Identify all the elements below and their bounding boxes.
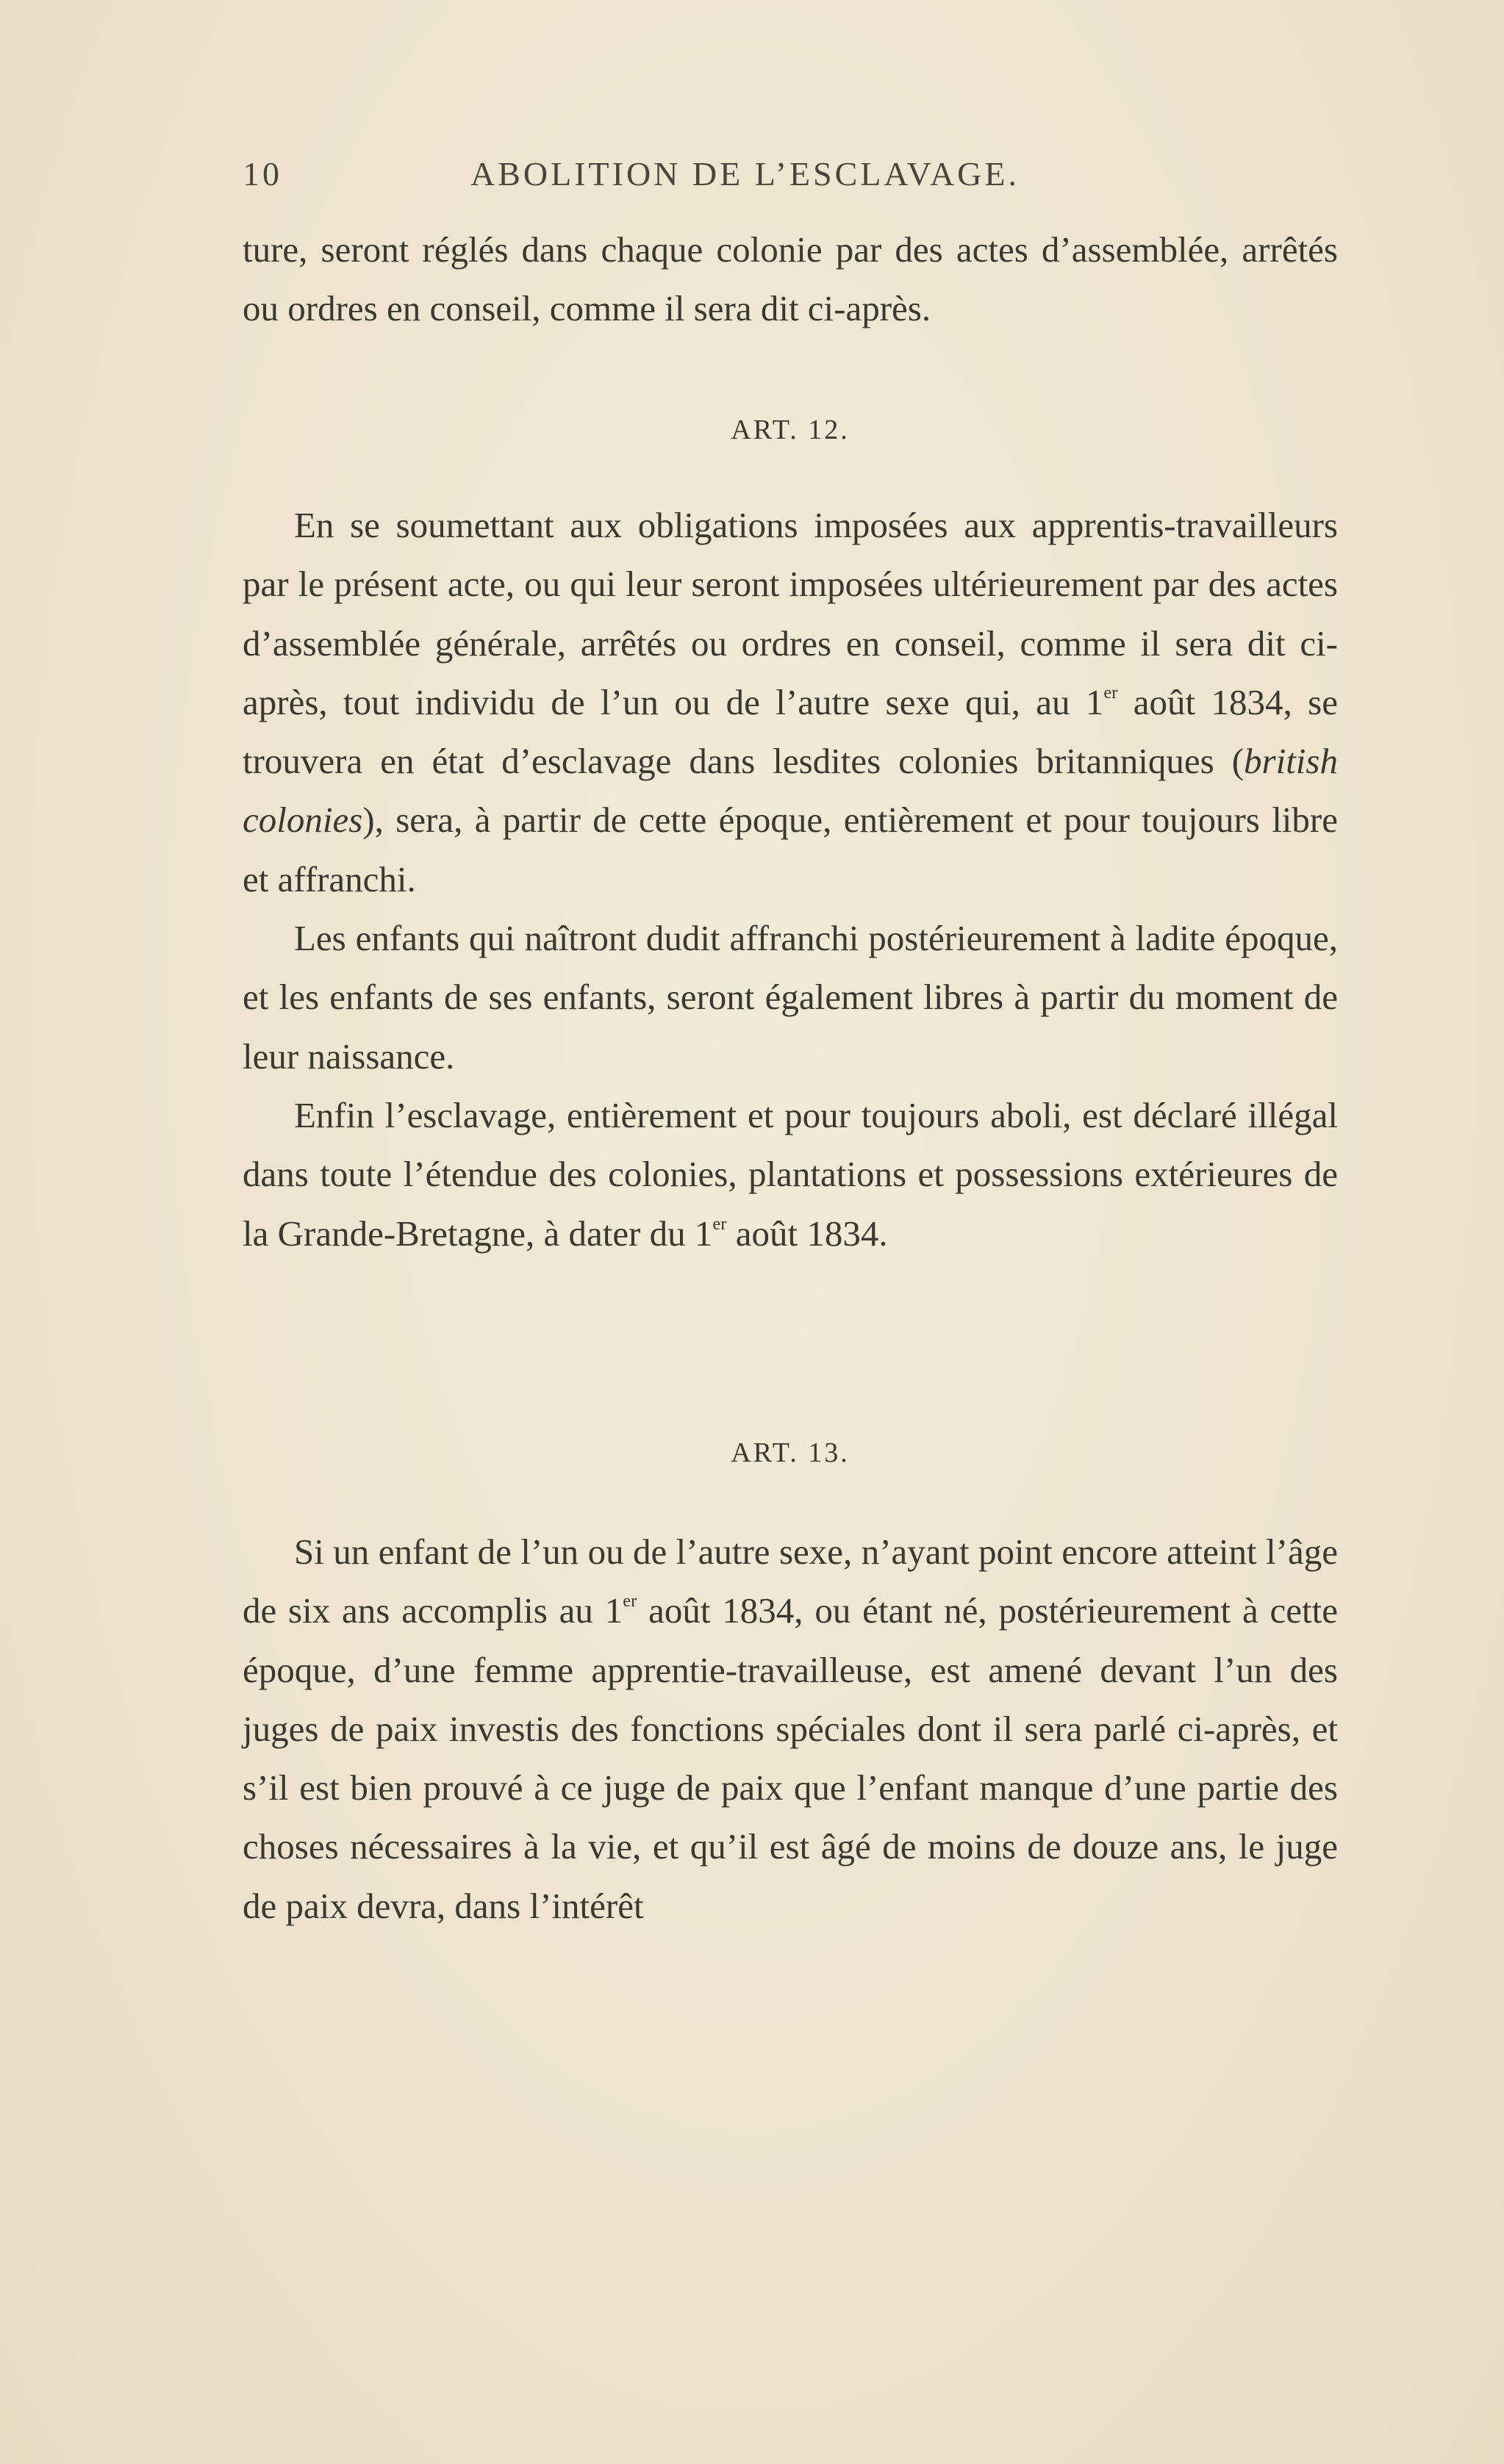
article-12-p1-text-b: août 1834, se trouvera en état d’esclavage dans lesdites colonies britanniques ( bbox=[243, 681, 1338, 782]
continuation-paragraph: ture, seront réglés dans chaque colonie par des actes d’assemblée, arrêtés ou ordres en conseil, comme il sera dit ci-après. bbox=[243, 229, 1338, 329]
article-12-p1-sup: er bbox=[1103, 682, 1118, 703]
continuation-block bbox=[243, 220, 1338, 339]
article-12-p1-text-c: ), sera, à partir de cette époque, entièrement et pour toujours libre et affranchi. bbox=[243, 800, 1338, 899]
article-13-paragraph-1 bbox=[243, 1523, 1338, 1936]
page-number: 10 bbox=[243, 155, 282, 193]
article-12-p3-text-a: Enfin l’esclavage, entièrement et pour toujours aboli, est déclaré illégal dans toute l’étendue des colonies, plantations et possessions extérieures de la Grande-Bretagne, à dater du 1 bbox=[243, 1094, 1338, 1254]
article-12-paragraph-2: Les enfants qui naîtront dudit affranchi postérieurement à ladite époque, et les enfants de ses enfants, seront également libres à partir du moment de leur naissance. bbox=[243, 918, 1338, 1077]
page-header bbox=[243, 154, 1345, 206]
article-13-p1-text-b: août 1834, ou étant né, postérieurement à cette époque, d’une femme apprentie-travailleuse, est amené devant l’un des juges de paix investis des fonctions spéciales dont il sera parlé ci-après, et s’il est bien prouvé à ce juge de paix que l’enfant manque d’une partie des choses nécessaires à la vie, et qu’il est âgé de moins de douze ans, le juge de paix devra, dans l’intérêt bbox=[243, 1590, 1339, 1926]
running-title: ABOLITION DE L’ESCLAVAGE. bbox=[470, 155, 1020, 193]
article-13-heading: ART. 13. bbox=[731, 1437, 850, 1468]
article-12-p3-text-b: août 1834. bbox=[726, 1213, 888, 1254]
article-13-body bbox=[243, 1523, 1338, 1936]
article-12-paragraph-3 bbox=[243, 1086, 1338, 1263]
article-12-p1-text-a: En se soumettant aux obligations imposées aux apprentis-travailleurs par le présent acte, ou qui leur seront imposées ultérieurement par des actes d’assemblée générale, arrêtés ou ordres en conseil, comme il sera dit ci-après, tout individu de l’un ou de l’autre sexe qui, au 1 bbox=[243, 505, 1338, 722]
article-12-p3-sup: er bbox=[712, 1213, 727, 1234]
article-13-p1-sup: er bbox=[623, 1591, 637, 1612]
article-12-paragraph-1 bbox=[243, 496, 1338, 909]
article-12-body bbox=[243, 496, 1338, 1263]
article-12-p1-italic: british colonies bbox=[243, 741, 1338, 841]
article-13-p1-text-a: Si un enfant de l’un ou de l’autre sexe, n’ayant point encore atteint l’âge de six ans accomplis au 1 bbox=[243, 1531, 1338, 1631]
article-12-heading: ART. 12. bbox=[731, 414, 850, 445]
